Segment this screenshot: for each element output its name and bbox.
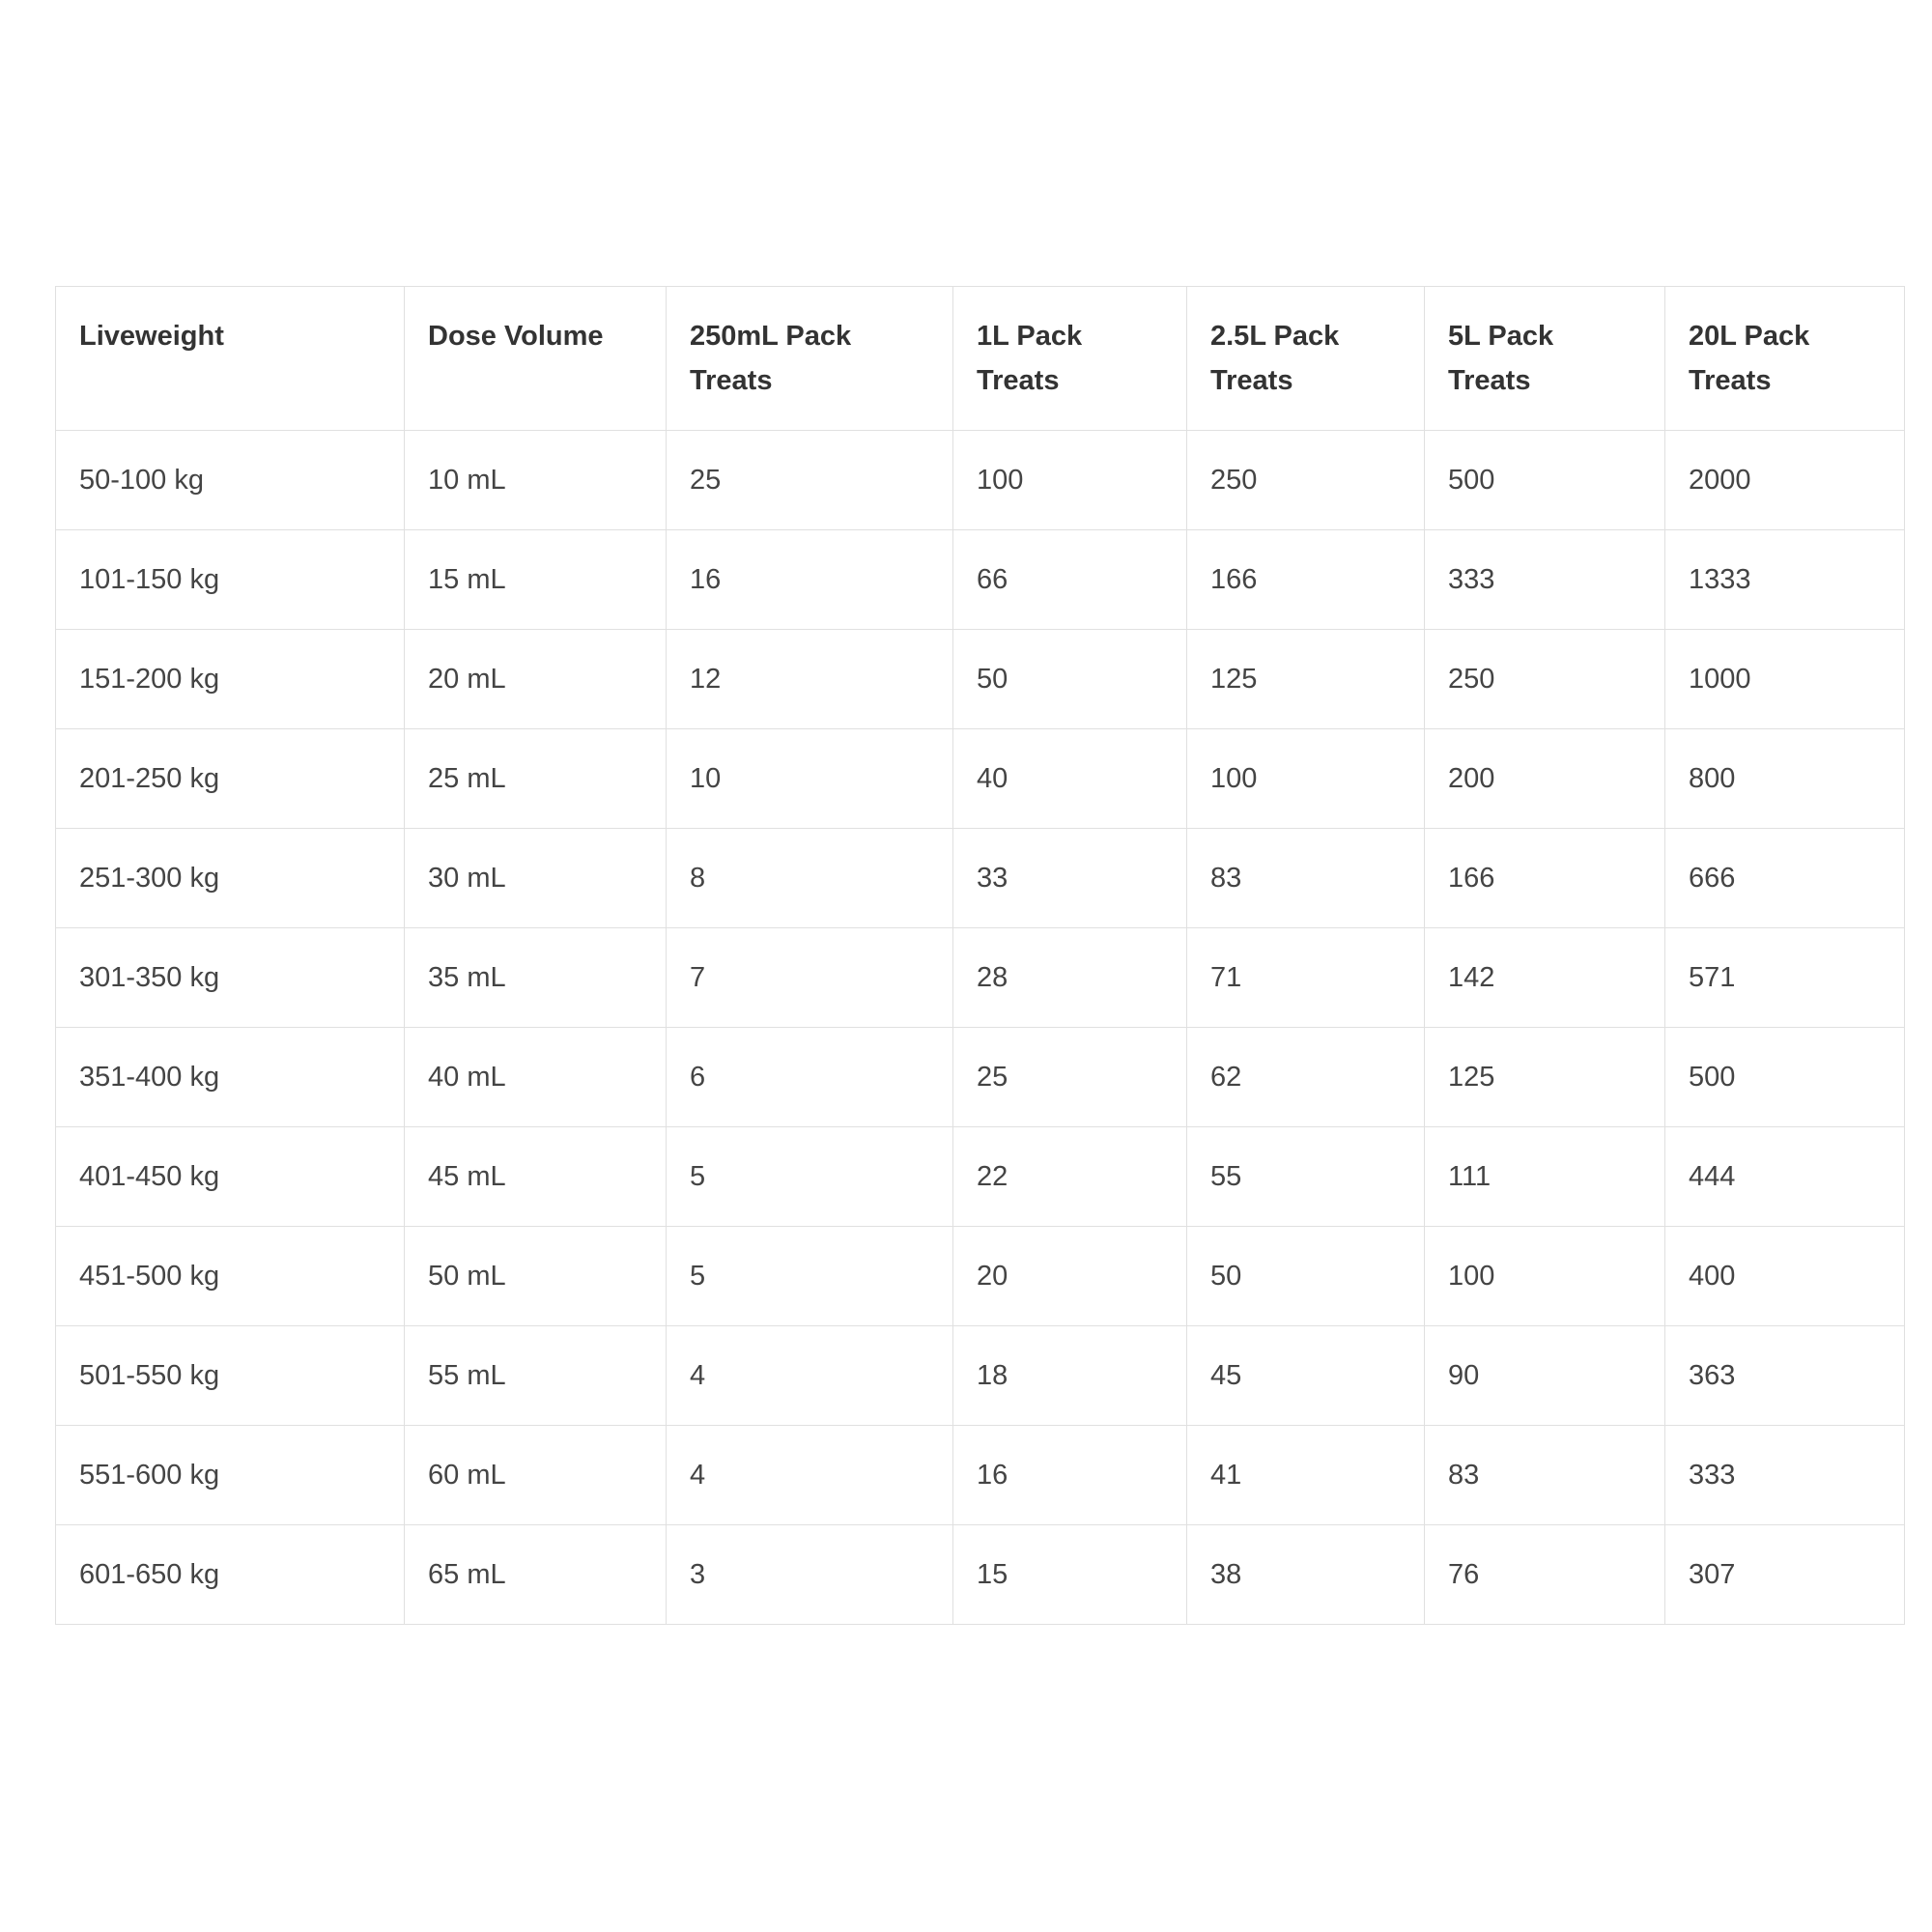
- table-cell-5l-pack-treats: 111: [1425, 1127, 1665, 1227]
- table-cell-dose-volume: 20 mL: [405, 630, 667, 729]
- table-cell-liveweight: 101-150 kg: [56, 530, 405, 630]
- table-cell-liveweight: 201-250 kg: [56, 729, 405, 829]
- table-cell-2-5l-pack-treats: 41: [1187, 1426, 1425, 1525]
- table-cell-dose-volume: 55 mL: [405, 1326, 667, 1426]
- table-cell-dose-volume: 25 mL: [405, 729, 667, 829]
- table-cell-20l-pack-treats: 400: [1665, 1227, 1905, 1326]
- table-row: [56, 630, 1905, 729]
- table-cell-20l-pack-treats: 444: [1665, 1127, 1905, 1227]
- table-cell-liveweight: 351-400 kg: [56, 1028, 405, 1127]
- table-cell-2-5l-pack-treats: 100: [1187, 729, 1425, 829]
- table-cell-2-5l-pack-treats: 62: [1187, 1028, 1425, 1127]
- table-cell-5l-pack-treats: 166: [1425, 829, 1665, 928]
- table-row: [56, 1127, 1905, 1227]
- table-cell-250ml-pack-treats: 25: [667, 431, 953, 530]
- table-cell-5l-pack-treats: 90: [1425, 1326, 1665, 1426]
- table-cell-20l-pack-treats: 1333: [1665, 530, 1905, 630]
- table-cell-5l-pack-treats: 333: [1425, 530, 1665, 630]
- table-cell-20l-pack-treats: 571: [1665, 928, 1905, 1028]
- column-header-liveweight: Liveweight: [56, 287, 405, 431]
- table-cell-liveweight: 451-500 kg: [56, 1227, 405, 1326]
- table-cell-250ml-pack-treats: 5: [667, 1227, 953, 1326]
- table-cell-liveweight: 301-350 kg: [56, 928, 405, 1028]
- table-cell-250ml-pack-treats: 3: [667, 1525, 953, 1625]
- table-row: [56, 431, 1905, 530]
- table-cell-5l-pack-treats: 83: [1425, 1426, 1665, 1525]
- table-cell-1l-pack-treats: 40: [953, 729, 1187, 829]
- table-cell-250ml-pack-treats: 10: [667, 729, 953, 829]
- table-cell-dose-volume: 30 mL: [405, 829, 667, 928]
- table-cell-1l-pack-treats: 100: [953, 431, 1187, 530]
- table-cell-5l-pack-treats: 500: [1425, 431, 1665, 530]
- table-cell-2-5l-pack-treats: 166: [1187, 530, 1425, 630]
- table-cell-250ml-pack-treats: 7: [667, 928, 953, 1028]
- table-cell-dose-volume: 40 mL: [405, 1028, 667, 1127]
- table-cell-20l-pack-treats: 333: [1665, 1426, 1905, 1525]
- table-cell-2-5l-pack-treats: 250: [1187, 431, 1425, 530]
- table-cell-250ml-pack-treats: 5: [667, 1127, 953, 1227]
- column-header-dose-volume: Dose Volume: [405, 287, 667, 431]
- table-cell-5l-pack-treats: 76: [1425, 1525, 1665, 1625]
- table-cell-20l-pack-treats: 500: [1665, 1028, 1905, 1127]
- table-cell-liveweight: 501-550 kg: [56, 1326, 405, 1426]
- table-cell-dose-volume: 50 mL: [405, 1227, 667, 1326]
- table-cell-2-5l-pack-treats: 71: [1187, 928, 1425, 1028]
- table-cell-dose-volume: 65 mL: [405, 1525, 667, 1625]
- table-cell-dose-volume: 10 mL: [405, 431, 667, 530]
- table-cell-1l-pack-treats: 16: [953, 1426, 1187, 1525]
- table-cell-250ml-pack-treats: 4: [667, 1426, 953, 1525]
- table-cell-2-5l-pack-treats: 50: [1187, 1227, 1425, 1326]
- table-cell-1l-pack-treats: 50: [953, 630, 1187, 729]
- table-cell-dose-volume: 60 mL: [405, 1426, 667, 1525]
- table-cell-5l-pack-treats: 200: [1425, 729, 1665, 829]
- table-cell-5l-pack-treats: 250: [1425, 630, 1665, 729]
- table-cell-5l-pack-treats: 100: [1425, 1227, 1665, 1326]
- table-cell-1l-pack-treats: 22: [953, 1127, 1187, 1227]
- table-cell-20l-pack-treats: 800: [1665, 729, 1905, 829]
- table-cell-20l-pack-treats: 363: [1665, 1326, 1905, 1426]
- table-cell-1l-pack-treats: 28: [953, 928, 1187, 1028]
- table-row: [56, 1326, 1905, 1426]
- table-cell-dose-volume: 15 mL: [405, 530, 667, 630]
- header-row: [56, 287, 1905, 431]
- table-cell-1l-pack-treats: 25: [953, 1028, 1187, 1127]
- table-row: [56, 530, 1905, 630]
- table-row: [56, 1028, 1905, 1127]
- table-cell-liveweight: 551-600 kg: [56, 1426, 405, 1525]
- table-cell-250ml-pack-treats: 8: [667, 829, 953, 928]
- table-cell-2-5l-pack-treats: 55: [1187, 1127, 1425, 1227]
- column-header-2-5l-pack-treats: 2.5L Pack Treats: [1187, 287, 1425, 431]
- column-header-250ml-pack-treats: 250mL Pack Treats: [667, 287, 953, 431]
- table-cell-1l-pack-treats: 15: [953, 1525, 1187, 1625]
- table-cell-250ml-pack-treats: 16: [667, 530, 953, 630]
- table-row: [56, 1426, 1905, 1525]
- table-cell-liveweight: 151-200 kg: [56, 630, 405, 729]
- table-cell-250ml-pack-treats: 4: [667, 1326, 953, 1426]
- table-cell-2-5l-pack-treats: 45: [1187, 1326, 1425, 1426]
- table-cell-20l-pack-treats: 2000: [1665, 431, 1905, 530]
- table-row: [56, 729, 1905, 829]
- column-header-1l-pack-treats: 1L Pack Treats: [953, 287, 1187, 431]
- table-row: [56, 1525, 1905, 1625]
- table-cell-250ml-pack-treats: 6: [667, 1028, 953, 1127]
- table-cell-2-5l-pack-treats: 83: [1187, 829, 1425, 928]
- table-cell-dose-volume: 45 mL: [405, 1127, 667, 1227]
- dose-rate-table: [55, 286, 1905, 1625]
- table-cell-dose-volume: 35 mL: [405, 928, 667, 1028]
- table-cell-20l-pack-treats: 666: [1665, 829, 1905, 928]
- table-head: [56, 287, 1905, 431]
- table-row: [56, 928, 1905, 1028]
- table-cell-liveweight: 50-100 kg: [56, 431, 405, 530]
- table-cell-20l-pack-treats: 1000: [1665, 630, 1905, 729]
- table-cell-20l-pack-treats: 307: [1665, 1525, 1905, 1625]
- table-cell-2-5l-pack-treats: 38: [1187, 1525, 1425, 1625]
- table-cell-1l-pack-treats: 66: [953, 530, 1187, 630]
- table-cell-5l-pack-treats: 142: [1425, 928, 1665, 1028]
- table-cell-250ml-pack-treats: 12: [667, 630, 953, 729]
- table-row: [56, 829, 1905, 928]
- table-cell-liveweight: 601-650 kg: [56, 1525, 405, 1625]
- table-row: [56, 1227, 1905, 1326]
- table-body: [56, 431, 1905, 1625]
- table-cell-5l-pack-treats: 125: [1425, 1028, 1665, 1127]
- table-cell-1l-pack-treats: 33: [953, 829, 1187, 928]
- table-cell-liveweight: 251-300 kg: [56, 829, 405, 928]
- table-cell-1l-pack-treats: 18: [953, 1326, 1187, 1426]
- table-cell-2-5l-pack-treats: 125: [1187, 630, 1425, 729]
- table-cell-1l-pack-treats: 20: [953, 1227, 1187, 1326]
- column-header-20l-pack-treats: 20L Pack Treats: [1665, 287, 1905, 431]
- column-header-5l-pack-treats: 5L Pack Treats: [1425, 287, 1665, 431]
- table-cell-liveweight: 401-450 kg: [56, 1127, 405, 1227]
